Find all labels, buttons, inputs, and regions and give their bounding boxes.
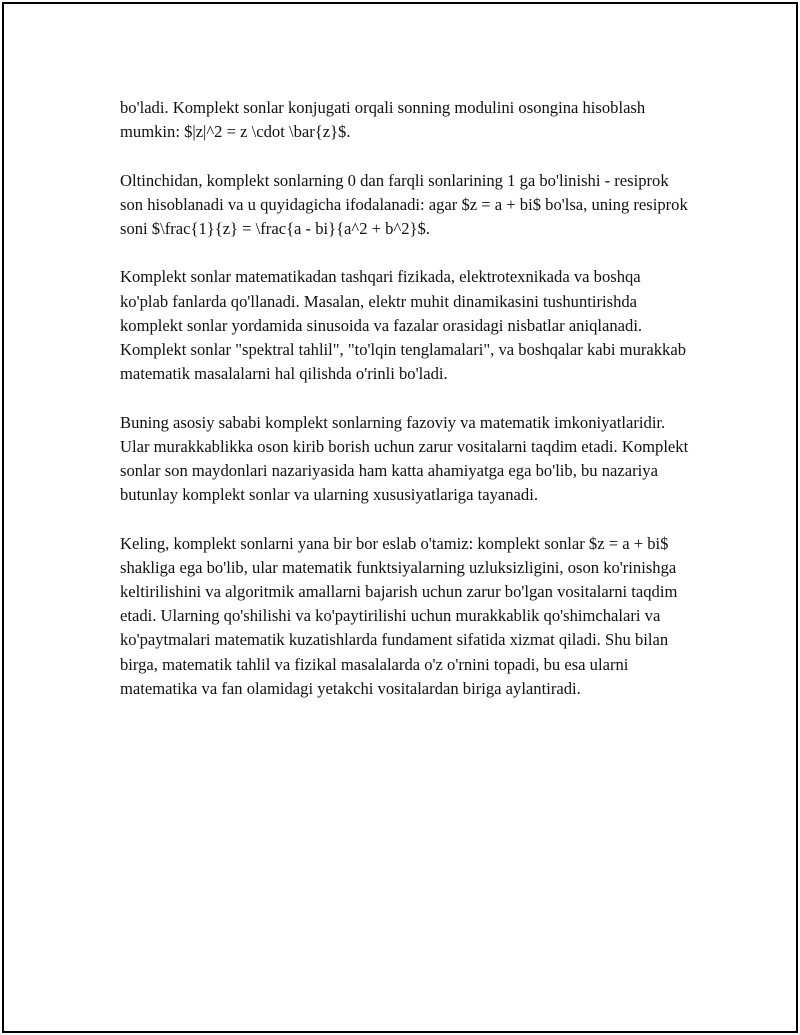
paragraph-2: Oltinchidan, komplekt sonlarning 0 dan farqli sonlarining 1 ga bo'linishi - resiprok son hisoblanadi va u quyidagicha ifodalanadi: agar $z = a + bi$ bo'lsa, uning resiprok soni $\frac{1}{z} = \frac{a - bi}{a^2 + b^2}$. — [120, 170, 688, 238]
paragraph-4: Buning asosiy sababi komplekt sonlarning fazoviy va matematik imkoniyatlaridir. Ular murakkablikka oson kirib borish uchun zarur vositalarni taqdim etadi. Komplekt sonlar son maydonlari nazariyasida ham katta ahamiyatga ega bo'lib, bu nazariya butunlay komplekt sonlar va ularning xususiyatlariga tayanadi. — [120, 412, 689, 505]
paragraph-5: Keling, komplekt sonlarni yana bir bor eslab o'tamiz: komplekt sonlar $z = a + bi$ shakliga ega bo'lib, ular matematik funktsiyalarning uzluksizligini, oson ko'rinishga keltirilishini va algoritmik amallarni bajarish uchun zarur bo'lgan vositalarni taqdim etadi. Ularning qo'shilishi va ko'paytirilishi uchun murakkablik qo'shimchalari va ko'paytmalari matematik kuzatishlarda fundament sifatida xizmat qiladi. Shu bilan birga, matematik tahlil va fizikal masalalarda o'z o'rnini topadi, bu esa ularni matematika va fan olamidagi yetakchi vositalardan biriga aylantiradi. — [120, 533, 678, 698]
page-frame — [2, 2, 798, 1033]
document-body — [120, 96, 692, 725]
paragraph-1: bo'ladi. Komplekt sonlar konjugati orqali sonning modulini osongina hisoblash mumkin: $|z|^2 = z \cdot \bar{z}$. — [120, 98, 646, 142]
paragraph-3: Komplekt sonlar matematikadan tashqari fizikada, elektrotexnikada va boshqa ko'plab fanlarda qo'llanadi. Masalan, elektr muhit dinamikasini tushuntirishda komplekt sonlar yordamida sinusoida va fazalar orasidagi nisbatlar aniqlanadi. Komplekt sonlar "spektral tahlil", "to'lqin tenglamalari", va boshqalar kabi murakkab matematik masalalarni hal qilishda o'rinli bo'ladi. — [120, 267, 687, 384]
